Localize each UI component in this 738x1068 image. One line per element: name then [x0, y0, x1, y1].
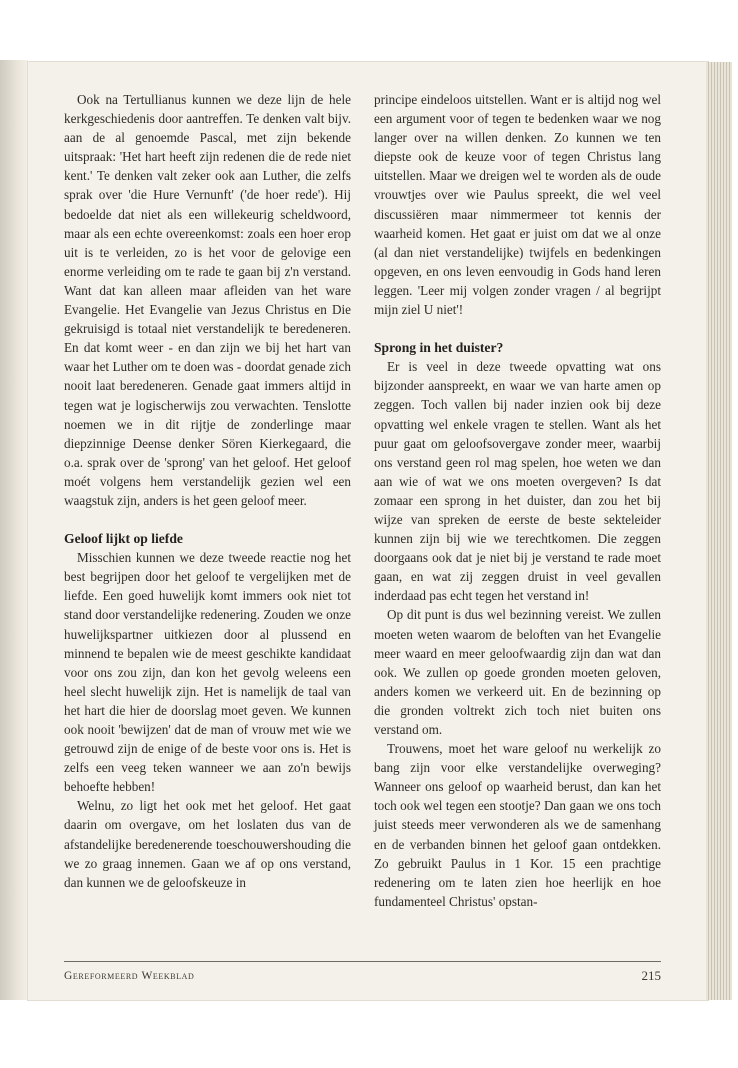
- paragraph: Welnu, zo ligt het ook met het geloof. Het gaat daarin om overgave, om het loslaten dus van de afstandelijke beredenerende toeschouwershouding die we zo graag innemen. Gaan we af op ons verstand, dan kunnen we de geloofskeuze in: [64, 798, 351, 890]
- left-column: [64, 90, 351, 892]
- right-column: [374, 90, 661, 911]
- paragraph: Misschien kunnen we deze tweede reactie nog het best begrijpen door het geloof te vergelijken met de liefde. Een goed huwelijk komt immers ook niet tot stand door verstandelijke redenering. Zouden we onze huwelijkspartner uitkiezen door al plussend en minnend te bepalen wie de meest geschikte kandidaat voor ons zou zijn, dan kon het gevolg weleens een heel slecht huwelijk zijn. Het is namelijk de taal van het hart die hier de doorslag moet geven. We kunnen ook nooit 'bewijzen' dat de man of vrouw met wie we getrouwd zijn de enige of de beste voor ons is. Het is zelfs een veeg teken wanneer we aan zo'n bewijs behoefte hebben!: [64, 550, 351, 795]
- paragraph: principe eindeloos uitstellen. Want er is altijd nog wel een argument voor of tegen te bedenken waar we nog langer over na willen denken. Zo kunnen we ten diepste ook de keuze voor of tegen Christus lang uitstellen. Maar we dreigen wel te worden als de oude vrouwtjes over wie Paulus spreekt, die wel veel discussiëren maar nimmermeer tot kennis der waarheid komen. Het gaat er juist om dat we al onze (al dan niet verstandelijke) twijfels en bedenkingen opgeven, en ons leven eenvoudig in Gods hand leren leggen. 'Leer mij volgen zonder vragen / al begrijpt mijn ziel U niet'!: [374, 92, 661, 318]
- section-heading: Sprong in het duister?: [374, 340, 504, 356]
- paragraph: Trouwens, moet het ware geloof nu werkelijk zo bang zijn voor elke verstandelijke overweging? Wanneer ons geloof op waarheid berust, dan kan het toch ook wel tegen een stootje? Dan gaan we ons toch juist steeds meer verwonderen als we de samenhang en de verbanden binnen het geloof gaan ontdekken. Zo gebruikt Paulus in 1 Kor. 15 een prachtige redenering om te laten zien hoe heerlijk en hoe fundamenteel Christus' opstan-: [374, 741, 661, 909]
- paragraph: Er is veel in deze tweede opvatting wat ons bijzonder aanspreekt, en waar we van harte amen op zeggen. Toch vallen bij nader inzien ook bij deze opvatting wel enkele vragen te stellen. Want als het puur gaat om geloofsovergave zonder meer, waarbij ons verstand geen rol mag spelen, hoe weten we dan aan wie of wat we ons moeten overgeven? Is dat zomaar een sprong in het duister, dan zou het bij wijze van spreken de eerste de beste sekteleider kunnen zijn bij wie we terechtkomen. Die zeggen doorgaans ook dat je niet bij je verstand te rade moet gaan, en wat zij zeggen druist in veel gevallen inderdaad pas echt tegen het verstand in!: [374, 359, 661, 604]
- book-spine-shadow: [0, 60, 28, 1000]
- section-heading: Geloof lijkt op liefde: [64, 531, 183, 547]
- publication-name: Gereformeerd Weekblad: [64, 970, 195, 982]
- paragraph: Ook na Tertullianus kunnen we deze lijn de hele kerkgeschiedenis door aantreffen. Te denken valt bijv. aan de al genoemde Pascal, met zijn bekende uitspraak: 'Het hart heeft zijn redenen die de rede niet kent.' Te denken valt zeker ook aan Luther, die zelfs sprak over 'die Hure Vernunft' ('de hoer rede'). Hij bedoelde dat niet als een willekeurig scheldwoord, maar als een echte overeenkomst: zoals een hoer erop uit is te verleiden, zo is het voor de gelovige een enorme verleiding om te rade te gaan bij z'n verstand. Want dat kan alleen maar afleiden van het ware Evangelie. Het Evangelie van Jezus Christus en Die gekruisigd is totaal niet verstandelijk te beredeneren. En dat komt weer - en dan zijn we bij het hart van waar het Luther om te doen was - doordat genade zich nooit laat beredeneren. Genade gaat immers altijd in tegen wat je logischerwijs zou verwachten. Tenslotte noemen we in dit rijtje de zonderlinge maar diepzinnige Deense denker Sören Kierkegaard, die o.a. sprak over de 'sprong' van het geloof. Het geloof moét volgens hem verstandelijk gezien wel een waagstuk zijn, anders is het geen geloof meer.: [64, 92, 351, 508]
- footer-divider: [64, 961, 661, 962]
- page-edges: [706, 62, 732, 1000]
- page-number: 215: [641, 968, 661, 983]
- paragraph: Op dit punt is dus wel bezinning vereist. We zullen moeten weten waarom de beloften van het Evangelie meer waard en meer geloofwaardig zijn dan wat dan ook. We zullen op goede gronden moeten geloven, anders komen we verkeerd uit. En de bezinning op die gronden voltrekt zich toch niet buiten ons verstand om.: [374, 607, 661, 737]
